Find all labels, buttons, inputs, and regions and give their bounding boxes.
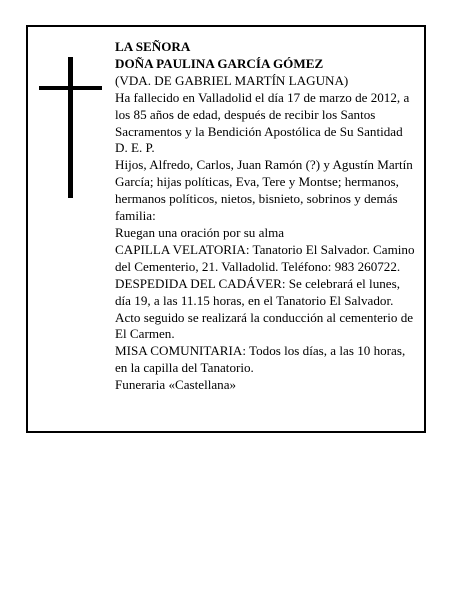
mass-info: MISA COMUNITARIA: Todos los días, a las 10 horas, en la capilla del Tanatorio. [115,343,406,376]
farewell-info: DESPEDIDA DEL CADÁVER: Se celebrará el lunes, día 19, a las 11.15 horas, en el Tanatorio El Salvador. Acto seguido se realizará la conducción al cementerio de El Carmen. [115,275,414,342]
prayer-request: Ruegan una oración por su alma [115,224,285,240]
honorific-title: LA SEÑORA [115,39,191,54]
death-announcement: Ha fallecido en Valladolid el día 17 de marzo de 2012, a los 85 años de edad, después de recibir los Santos Sacramentos y la Bendición Apostólica de Su Santidad [115,89,410,139]
cross-horizontal-bar [39,86,102,90]
chapel-info: CAPILLA VELATORIA: Tanatorio El Salvador. Camino del Cementerio, 21. Valladolid. Teléfono: 983 260722. [115,241,415,274]
widow-of-line: (VDA. DE GABRIEL MARTÍN LAGUNA) [115,72,349,88]
obituary-text [115,39,417,394]
obituary-notice [26,25,426,433]
rest-in-peace: D. E. P. [115,140,155,156]
cross-vertical-bar [68,57,73,198]
funeral-home: Funeraria «Castellana» [115,377,237,393]
deceased-name: DOÑA PAULINA GARCÍA GÓMEZ [115,55,324,71]
family-list: Hijos, Alfredo, Carlos, Juan Ramón (?) y Agustín Martín García; hijas políticas, Eva, Tere y Montse; hermanos, hermanos políticos, nietos, bisnieto, sobrinos y demás familia: [115,157,413,224]
